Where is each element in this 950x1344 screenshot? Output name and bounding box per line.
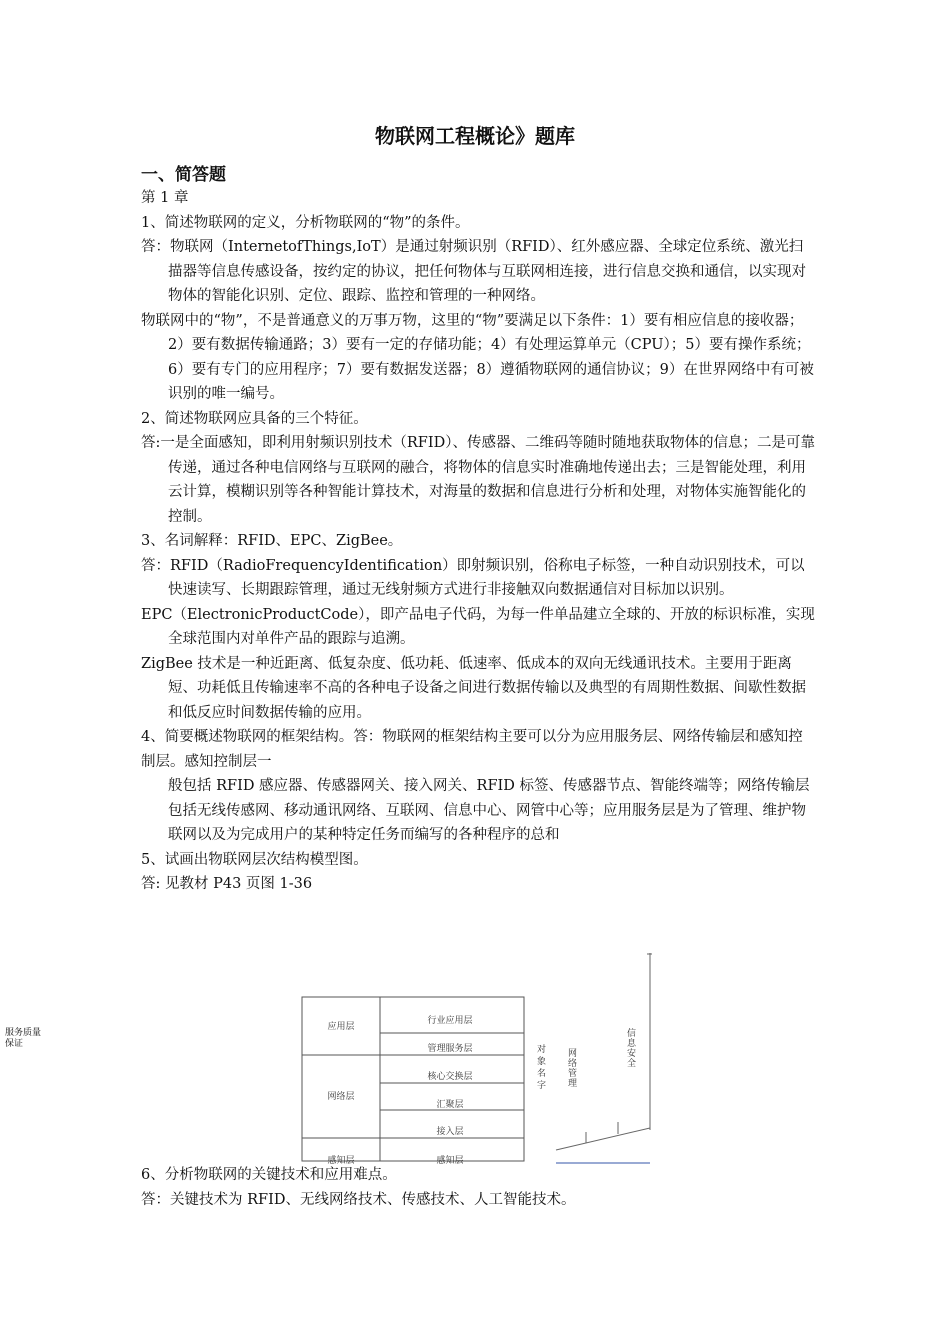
- paragraph: 答: 见教材 P43 页图 1-36: [141, 876, 313, 892]
- layer-application: 应用层: [327, 1022, 355, 1032]
- document-body: [141, 186, 816, 897]
- paragraph: 3、名词解释：RFID、EPC、ZigBee。: [141, 533, 403, 549]
- paragraph: 4、简要概述物联网的框架结构。答：物联网的框架结构主要可以分为应用服务层、网络传输层和感知控制层。感知控制层一: [141, 729, 803, 770]
- paragraph: 般包括 RFID 感应器、传感器网关、接入网关、RFID 标签、传感器节点、智能终端等；网络传输层包括无线传感网、移动通讯网络、互联网、信息中心、网管中心等；应用服务层是为了管理、维护物联网以及为完成用户的某种特定任务而编写的各种程序的总和: [168, 778, 810, 843]
- sublayer-access: 接入层: [436, 1127, 464, 1137]
- sublayer-industry-app: 行业应用层: [427, 1016, 473, 1026]
- sublayer-mgmt-service: 管理服务层: [427, 1044, 473, 1054]
- page-title: 物联网工程概论》题库: [375, 124, 575, 148]
- paragraph: 答:一是全面感知，即利用射频识别技术（RFID）、传感器、二维码等随时随地获取物体的信息；二是可靠传递，通过各种电信网络与互联网的融合，将物体的信息实时准确地传递出去；三是智能处理，利用云计算，模糊识别等各种智能计算技术，对海量的数据和信息进行分析和处理，对物体实施智能化的控制。: [141, 435, 815, 525]
- paragraph: 6、分析物联网的关键技术和应用难点。: [141, 1167, 397, 1183]
- paragraph: 答：关键技术为 RFID、无线网络技术、传感技术、人工智能技术。: [141, 1191, 576, 1208]
- paragraph: 第 1 章: [141, 190, 189, 206]
- layer-perception: 感知层: [327, 1156, 355, 1166]
- layer-model-svg: [300, 950, 660, 1170]
- layer-network: 网络层: [327, 1092, 355, 1102]
- paragraph: 答：物联网（InternetofThings,IoT）是通过射频识别（RFID）、红外感应器、全球定位系统、激光扫描器等信息传感设备，按约定的协议，把任何物体与互联网相连接，进行信息交换和通信，以实现对物体的智能化识别、定位、跟踪、监控和管理的一种网络。: [141, 239, 806, 304]
- paragraph: ZigBee 技术是一种近距离、低复杂度、低功耗、低速率、低成本的双向无线通讯技术。主要用于距离短、功耗低且传输速率不高的各种电子设备之间进行数据传输以及典型的有周期性数据、间歇性数据和低反应时间数据传输的应用。: [141, 655, 806, 721]
- side-label-line: 保证: [5, 1039, 24, 1049]
- paragraph: 物联网中的“物”，不是普通意义的万事万物，这里的“物”要满足以下条件：1）要有相应信息的接收器；2）要有数据传输通路；3）要有一定的存储功能；4）有处理运算单元（CPU）；5）要有操作系统；6）要有专门的应用程序；7）要有数据发送器；8）遵循物联网的通信协议；9）在世界网络中有可被识别的唯一编号。: [141, 312, 814, 402]
- paragraph: 5、试画出物联网层次结构模型图。: [141, 851, 368, 868]
- paragraph: 2、简述物联网应具备的三个特征。: [141, 410, 368, 427]
- sublayer-aggregation: 汇聚层: [436, 1100, 464, 1110]
- paragraph: 答：RFID（RadioFrequencyIdentification）即射频识别，俗称电子标签，一种自动识别技术，可以快速读写、长期跟踪管理，通过无线射频方式进行非接触双向数据通信对目标加以识别。: [141, 557, 805, 598]
- document-body-after: [141, 1163, 816, 1212]
- paragraph: 1、简述物联网的定义，分析物联网的“物”的条件。: [141, 214, 470, 231]
- bracket-slope-line: [556, 1128, 650, 1150]
- sublayer-core-switch: 核心交换层: [427, 1072, 473, 1082]
- column-object-name: 对象名字: [537, 1045, 547, 1091]
- sublayer-sensing: 感知层: [436, 1156, 464, 1166]
- section-heading: 一、简答题: [141, 165, 226, 185]
- side-label-line: 服务质量: [5, 1028, 42, 1038]
- column-network-mgmt: 网络管理: [568, 1049, 578, 1089]
- qos-side-label: [5, 1028, 55, 1050]
- paragraph: EPC（ElectronicProductCode），即产品电子代码，为每一件单品建立全球的、开放的标识标准，实现全球范围内对单件产品的跟踪与追溯。: [141, 606, 815, 647]
- column-info-security: 信息安全: [627, 1029, 637, 1069]
- layer-model-diagram: [300, 950, 660, 1170]
